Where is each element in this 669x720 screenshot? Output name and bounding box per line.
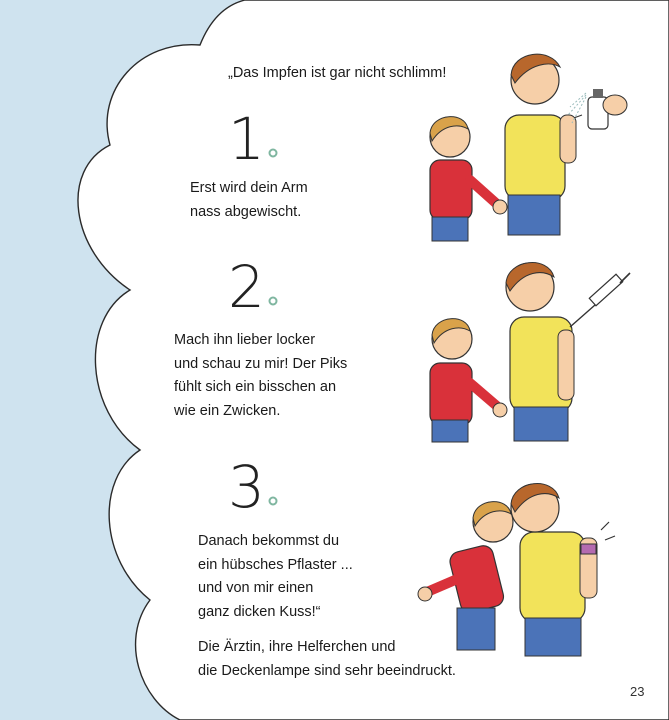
step-2-text: Mach ihn lieber locker und schau zu mir! Der Piks fühlt sich ein bisschen an wie ein Zwicken. xyxy=(174,332,348,419)
step-1-number: 1 xyxy=(228,110,279,168)
green-dot-icon xyxy=(267,147,279,159)
illustration-spray-arm xyxy=(410,45,650,245)
closing-text: Die Ärztin, ihre Helferchen und die Deckenlampe sind sehr beeindruckt. xyxy=(198,639,456,679)
step-1-text: Erst wird dein Arm nass abgewischt. xyxy=(190,180,308,220)
step-3-text: Danach bekommst du ein hübsches Pflaster ... und von mir einen ganz dicken Kuss!“ xyxy=(198,533,353,620)
boy-figure xyxy=(430,319,507,442)
boy-figure xyxy=(418,502,513,650)
illustration-injection xyxy=(420,255,650,445)
illustration-kiss-plaster xyxy=(415,470,650,660)
plaster-icon xyxy=(581,544,596,554)
man-figure xyxy=(506,263,574,441)
man-figure xyxy=(505,54,582,235)
boy-figure xyxy=(430,117,507,241)
step-3-number: 3 xyxy=(228,458,279,516)
syringe-icon xyxy=(570,273,630,327)
green-dot-icon xyxy=(267,295,279,307)
green-dot-icon xyxy=(267,495,279,507)
man-figure xyxy=(511,484,615,656)
spray-bottle-icon xyxy=(568,89,627,129)
intro-quote: „Das Impfen ist gar nicht schlimm! xyxy=(228,65,447,81)
step-2-number: 2 xyxy=(228,258,279,316)
page-number: 23 xyxy=(630,684,645,699)
